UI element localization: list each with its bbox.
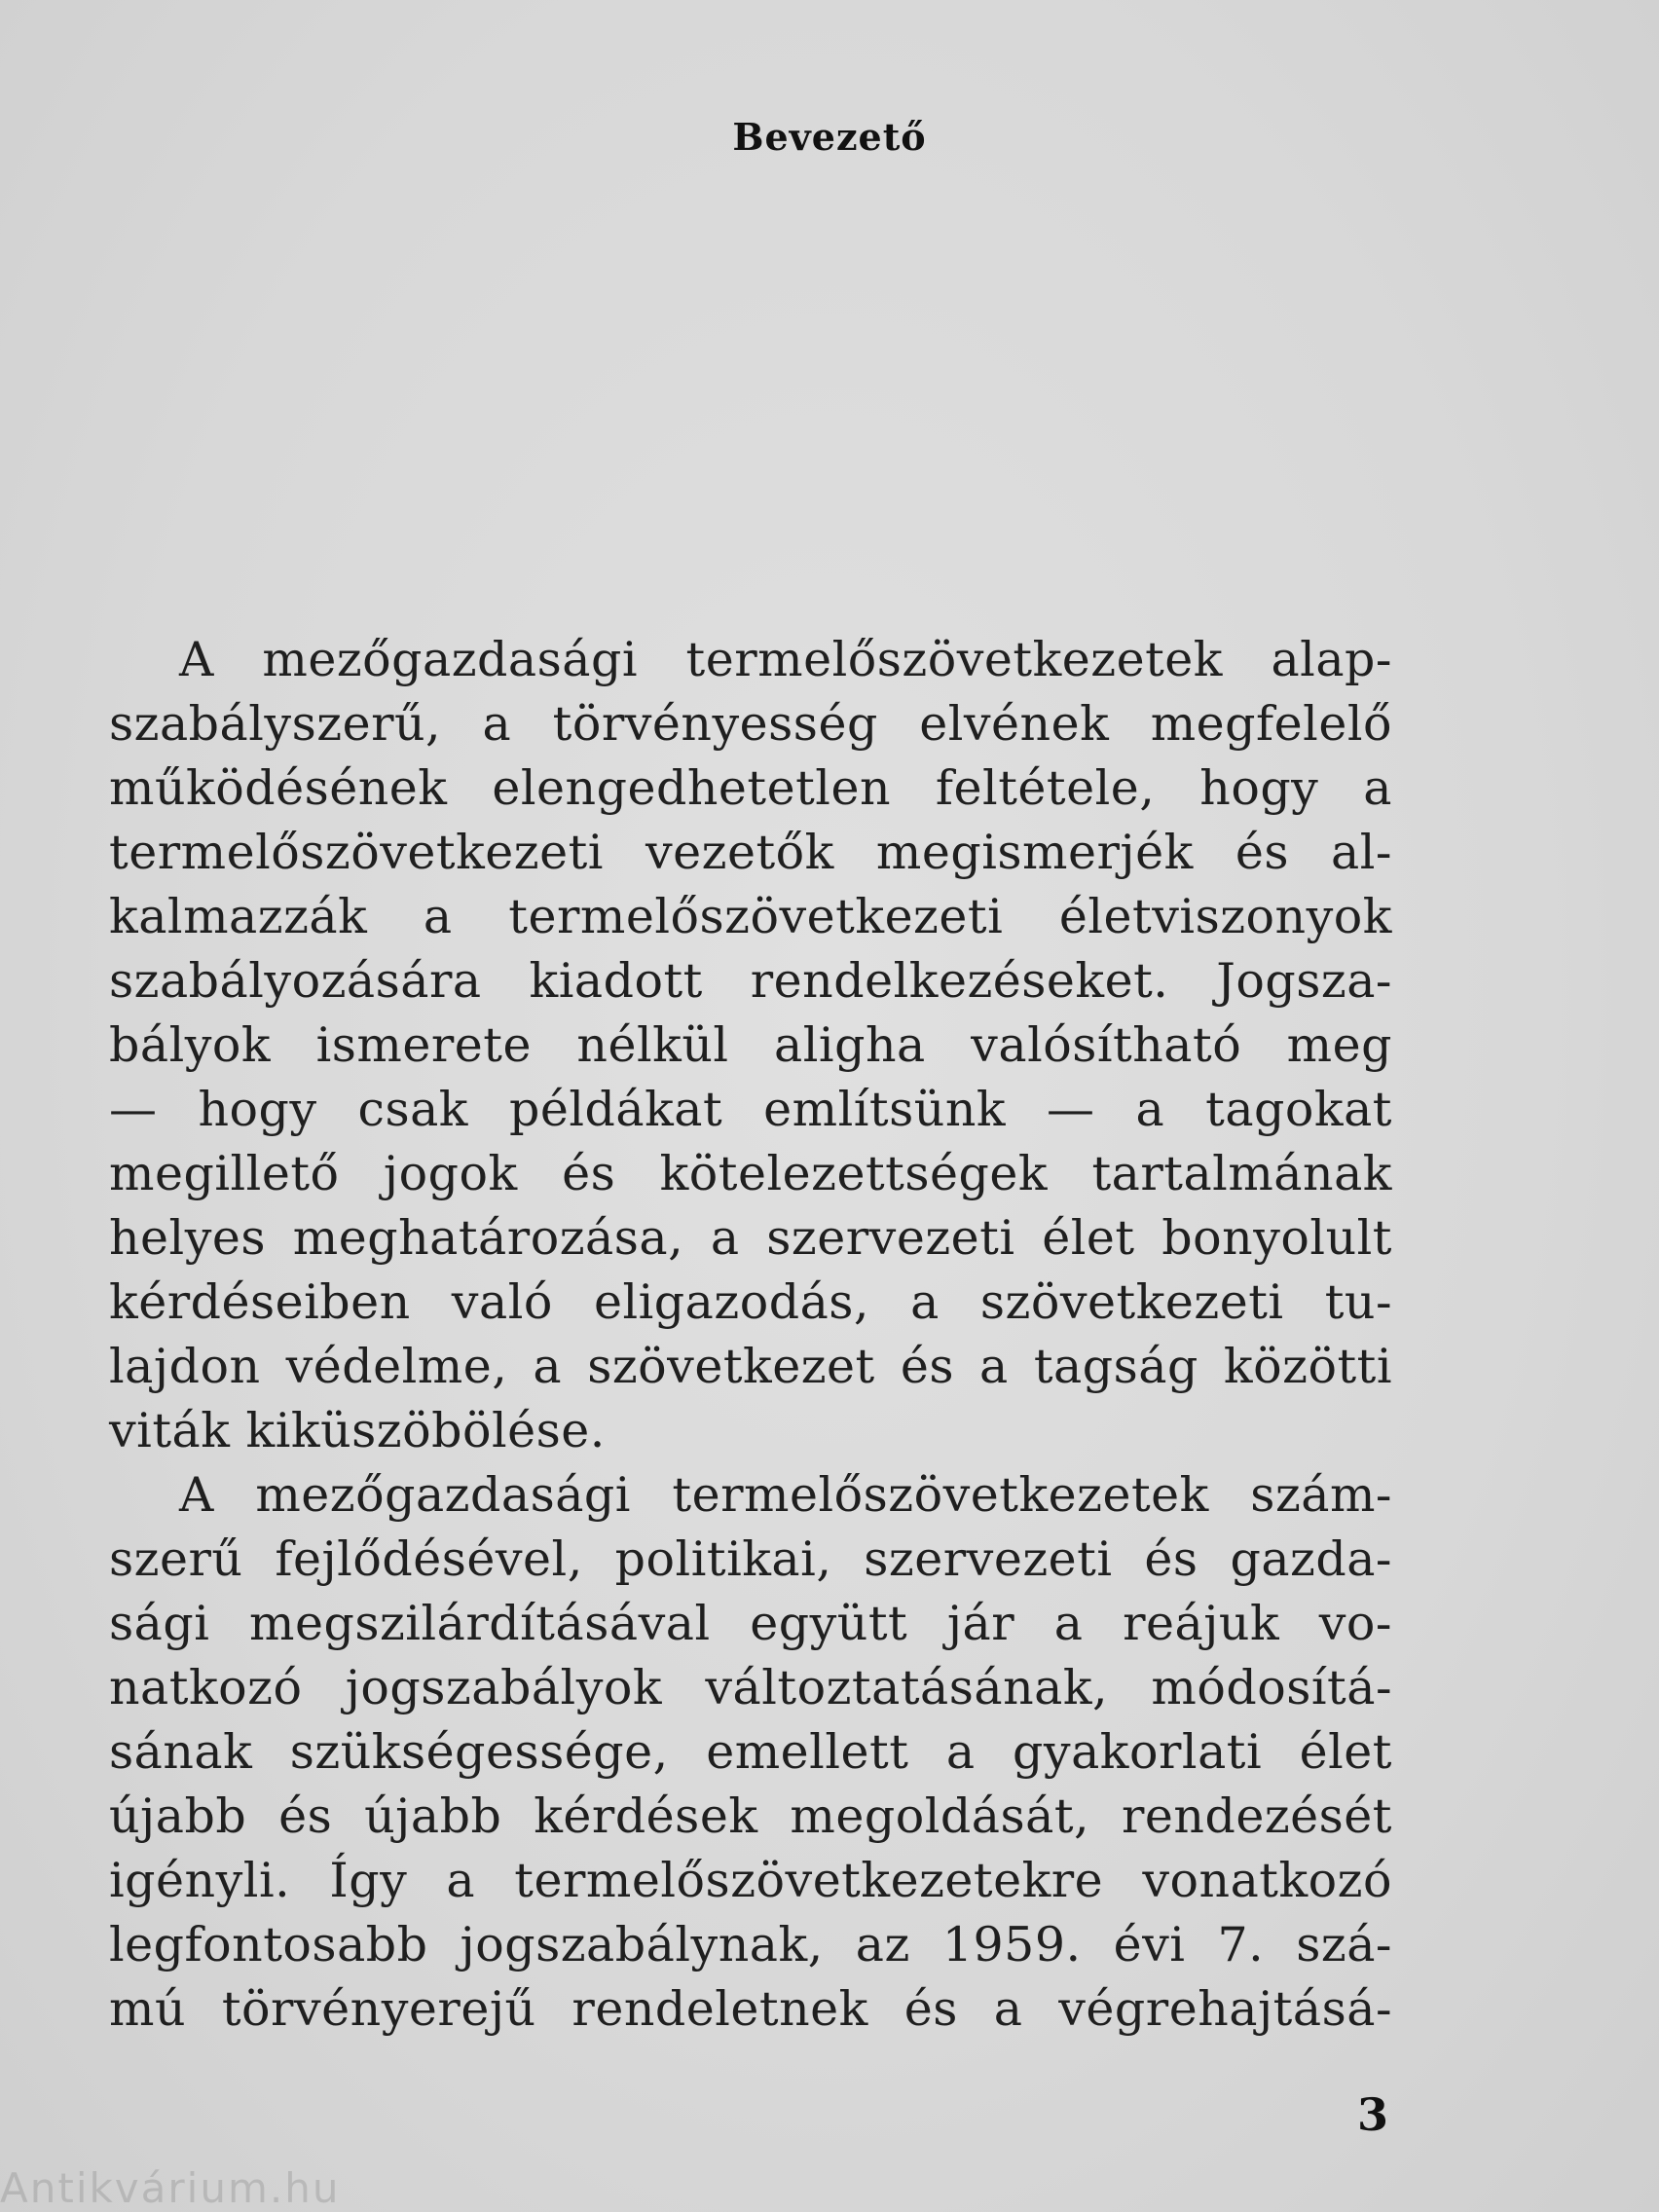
body-text	[109, 628, 1392, 2042]
text-line: lajdon védelme, a szövetkezet és a tagság közötti	[109, 1339, 1392, 1394]
text-line: termelőszövetkezeti vezetők megismerjék és al-	[109, 825, 1392, 880]
text-line: működésének elengedhetetlen feltétele, hogy a	[109, 760, 1392, 816]
text-line: sának szükségessége, emellett a gyakorlati élet	[109, 1724, 1392, 1780]
text-line: helyes meghatározása, a szervezeti élet bonyolult	[109, 1210, 1392, 1266]
text-line: újabb és újabb kérdések megoldását, rendezését	[109, 1788, 1392, 1844]
text-line: A mezőgazdasági termelőszövetkezetek szám-	[179, 1467, 1392, 1523]
text-line: bályok ismerete nélkül aligha valósítható meg	[109, 1017, 1392, 1073]
text-line: szabályozására kiadott rendelkezéseket. Jogsza-	[109, 953, 1392, 1009]
text-line: legfontosabb jogszabálynak, az 1959. évi 7. szá-	[109, 1917, 1392, 1972]
text-line: A mezőgazdasági termelőszövetkezetek alap-	[179, 632, 1392, 687]
text-line: natkozó jogszabályok változtatásának, módosítá-	[109, 1660, 1392, 1715]
text-line: sági megszilárdításával együtt jár a reájuk vo-	[109, 1596, 1392, 1651]
text-line: szabályszerű, a törvényesség elvének megfelelő	[109, 696, 1392, 752]
text-line: — hogy csak példákat említsünk — a tagokat	[109, 1082, 1392, 1137]
page-number: 3	[1356, 2088, 1388, 2141]
text-line: kalmazzák a termelőszövetkezeti életviszonyok	[109, 889, 1392, 944]
page-title: Bevezető	[732, 115, 927, 159]
text-line: igényli. Így a termelőszövetkezetekre vonatkozó	[109, 1853, 1392, 1908]
text-line: szerű fejlődésével, politikai, szervezeti és gazda-	[109, 1531, 1392, 1587]
watermark: Antikvárium.hu	[0, 2164, 341, 2212]
text-line: megillető jogok és kötelezettségek tartalmának	[109, 1146, 1392, 1201]
text-line: kérdéseiben való eligazodás, a szövetkezeti tu-	[109, 1274, 1392, 1330]
text-line: viták kiküszöbölése.	[109, 1403, 606, 1458]
text-line: mú törvényerejű rendeletnek és a végrehajtásá-	[109, 1981, 1392, 2037]
